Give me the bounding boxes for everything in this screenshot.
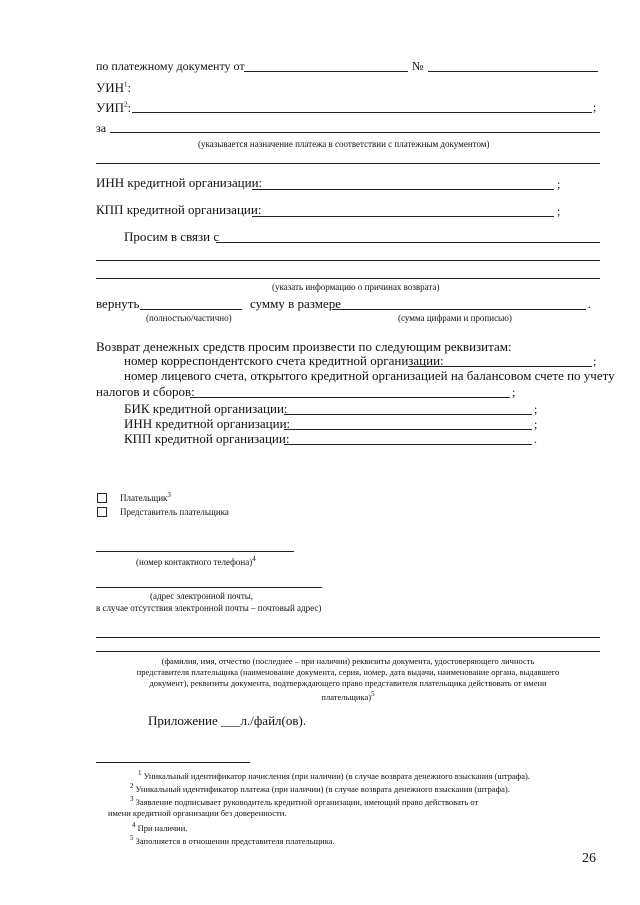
email-field[interactable] xyxy=(96,587,322,588)
inn-credit-org-label: ИНН кредитной организации: xyxy=(96,175,263,190)
page-number: 26 xyxy=(582,851,596,866)
za-label: за xyxy=(96,121,107,135)
kpp-credit-org-label: КПП кредитной организации: xyxy=(96,202,262,217)
full-partial-field[interactable] xyxy=(140,309,242,310)
bik-field[interactable] xyxy=(284,414,532,415)
footnote-separator xyxy=(96,762,250,763)
phone-hint: (номер контактного телефона)$^4$ xyxy=(136,555,256,567)
req-inn-end: ; xyxy=(534,417,538,431)
inn-credit-org-end: ; xyxy=(557,177,561,191)
req-kpp-label: КПП кредитной организации: xyxy=(124,431,290,446)
reason-field-2[interactable] xyxy=(96,260,600,261)
payment-doc-number-field[interactable] xyxy=(428,71,598,72)
uin-label: УИН$^1$: xyxy=(96,80,132,95)
req-inn-field[interactable] xyxy=(284,429,532,430)
footnote-3-cont: имени кредитной организации без доверенности. xyxy=(108,808,287,818)
inn-credit-org-field[interactable] xyxy=(252,189,554,190)
payment-doc-date-field[interactable] xyxy=(244,71,408,72)
personal-account-field[interactable] xyxy=(190,397,510,398)
uip-field[interactable] xyxy=(132,112,592,113)
representative-hint: (фамилия, имя, отчество (последнее – при наличии) реквизиты документа, удостоверяющего личность представителя плательщика (наименование документа, серия, номер, дата выдачи, наименование органа, выдавшего документ), реквизиты документа, подтверждающего право представителя плательщика действовать от имени плательщика)$^5$ xyxy=(136,656,560,702)
purpose-field-2[interactable] xyxy=(96,163,600,164)
requisites-intro: Возврат денежных средств просим произвести по следующим реквизитам: xyxy=(96,339,512,354)
sum-label: сумму в размере xyxy=(250,296,342,311)
reason-field-3[interactable] xyxy=(96,278,600,279)
bik-label: БИК кредитной организации: xyxy=(124,401,288,416)
sum-words-hint: (сумма цифрами и прописью) xyxy=(398,313,512,323)
representative-field-1[interactable] xyxy=(96,637,600,638)
request-label: Просим в связи с xyxy=(124,229,220,244)
payer-label: Плательщик$^3$ xyxy=(120,491,171,503)
purpose-hint: (указывается назначение платежа в соответствии с платежным документом) xyxy=(198,139,490,149)
footnote-4: $^4$ При наличии. xyxy=(132,821,188,833)
footnote-2: $^2$ Уникальный идентификатор платежа (при наличии) (в случае возврата денежного взыскания (штрафа). xyxy=(130,782,510,794)
full-partial-hint: (полностью/частично) xyxy=(146,313,232,323)
footnote-3: $^3$ Заявление подписывает руководитель кредитной организации, имеющий право действовать от xyxy=(130,795,479,807)
footnote-5: $^5$ Заполняется в отношении представителя плательщика. xyxy=(130,834,335,846)
return-label: вернуть xyxy=(96,296,140,311)
email-hint-1: (адрес электронной почты, xyxy=(150,591,254,601)
corr-account-label: номер корреспондентского счета кредитной организации: xyxy=(124,353,444,368)
bik-end: ; xyxy=(534,402,538,416)
payment-doc-number-sign: № xyxy=(412,59,424,73)
attachment-line: Приложение ___л./файл(ов). xyxy=(148,713,307,728)
personal-account-label-1: номер лицевого счета, открытого кредитной организацией на балансовом счете по учету xyxy=(124,368,615,383)
uip-end: ; xyxy=(593,100,597,114)
req-inn-label: ИНН кредитной организации: xyxy=(124,416,291,431)
corr-account-end: ; xyxy=(593,354,597,368)
representative-field-2[interactable] xyxy=(96,651,600,652)
footnote-1: $^1$ Уникальный идентификатор начисления (при наличии) (в случае возврата денежного взыскания (штрафа). xyxy=(138,769,530,781)
representative-label: Представитель плательщика xyxy=(120,507,229,517)
return-end: . xyxy=(588,297,591,311)
sum-field[interactable] xyxy=(332,309,586,310)
corr-account-field[interactable] xyxy=(408,366,592,367)
reason-field-1[interactable] xyxy=(216,242,600,243)
email-hint-2: в случае отсутствия электронной почты – почтовый адрес) xyxy=(96,603,322,613)
personal-account-end: ; xyxy=(512,385,516,399)
kpp-credit-org-field[interactable] xyxy=(252,216,554,217)
payment-doc-label: по платежному документу от xyxy=(96,59,245,73)
personal-account-label-2: налогов и сборов: xyxy=(96,384,195,399)
phone-field[interactable] xyxy=(96,551,294,552)
payer-checkbox[interactable] xyxy=(97,493,107,503)
purpose-field[interactable] xyxy=(110,132,600,133)
uip-label: УИП$^2$: xyxy=(96,100,132,115)
kpp-credit-org-end: ; xyxy=(557,204,561,218)
representative-checkbox[interactable] xyxy=(97,507,107,517)
req-kpp-end: . xyxy=(534,432,537,446)
req-kpp-field[interactable] xyxy=(284,444,532,445)
reason-hint: (указать информацию о причинах возврата) xyxy=(272,282,440,292)
